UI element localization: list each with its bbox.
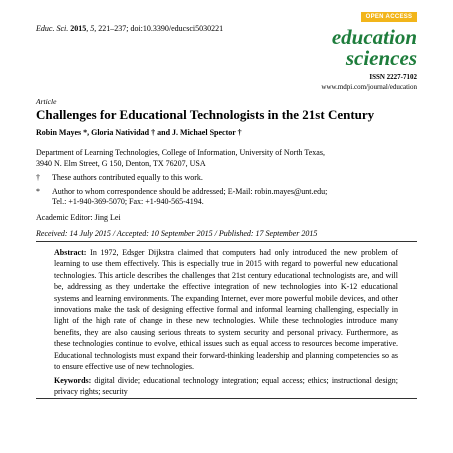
affiliation-line2: 3940 N. Elm Street, G 150, Denton, TX 76207, USA xyxy=(36,159,206,168)
issn: ISSN 2227-7102 xyxy=(369,73,417,81)
journal-url[interactable]: www.mdpi.com/journal/education xyxy=(321,83,417,91)
affiliation xyxy=(36,147,325,169)
publication-dates: Received: 14 July 2015 / Accepted: 10 September 2015 / Published: 17 September 2015 xyxy=(36,229,318,238)
footnote-text: These authors contributed equally to this work. xyxy=(52,173,203,182)
abstract-label: Abstract: xyxy=(54,248,87,257)
abstract-text: In 1972, Edsger Dijkstra claimed that computers had only introduced the new problem of learning to use them effectively. This is especially true in 2015 with regard to powerful new educational technologies. This article describes the challenges that 21st century educational technologists are, and will be, addressing as they undertake the effective integration of new technologies into K-12 educational systems and learning environments. The expanding Internet, ever more powerful mobile devices, and other innovations make the task of designing effective formal and informal learning challenging, especially in light of the high rate of change in these new technologies. While these technologies introduce many benefits, they are also causing serious threats to system security and personal privacy. Furthermore, as these technologies continue to evolve, ethical issues such as equal access to resources become imperative. Educational technologists must expand their forward-thinking leadership and planning competencies so as to ensure effective use of new technologies. xyxy=(54,248,399,372)
correspondence-phone: Tel.: +1-940-369-5070; Fax: +1-940-565-4194. xyxy=(52,197,204,206)
citation-line: Educ. Sci. 2015, 5, 221–237; doi:10.3390/educsci5030221 xyxy=(36,24,224,33)
footnote-correspondence xyxy=(36,186,327,197)
keywords xyxy=(54,375,398,398)
article-title: Challenges for Educational Technologists in the 21st Century xyxy=(36,107,375,122)
keywords-label: Keywords: xyxy=(54,376,92,385)
keywords-text: digital divide; educational technology integration; equal access; ethics; instructional design; privacy rights; security xyxy=(54,376,398,397)
journal-name-line2: sciences xyxy=(345,46,417,70)
pages-doi: , 221–237; doi:10.3390/educsci5030221 xyxy=(94,24,224,33)
divider-top xyxy=(36,241,417,242)
affiliation-line1: Department of Learning Technologies, College of Information, University of North Texas, xyxy=(36,148,325,157)
footnote-equal-contribution xyxy=(36,172,203,183)
journal-abbrev: Educ. Sci. xyxy=(36,24,69,33)
open-access-badge: OPEN ACCESS xyxy=(361,12,417,22)
journal-logo xyxy=(332,27,417,69)
abstract xyxy=(54,247,398,372)
academic-editor: Academic Editor: Jing Lei xyxy=(36,213,121,222)
author-list: Robin Mayes *, Gloria Natividad † and J. Michael Spector † xyxy=(36,128,242,137)
footnote-asterisk-mark: * xyxy=(36,187,40,196)
publication-year: 2015 xyxy=(70,24,87,33)
divider-bottom xyxy=(36,398,417,399)
volume-number: 5 xyxy=(90,24,95,33)
article-type: Article xyxy=(36,97,57,106)
journal-name-line1: education xyxy=(331,25,417,49)
correspondence-email[interactable]: Author to whom correspondence should be addressed; E-Mail: robin.mayes@unt.edu; xyxy=(52,187,328,196)
footnote-dagger-mark: † xyxy=(36,173,40,182)
